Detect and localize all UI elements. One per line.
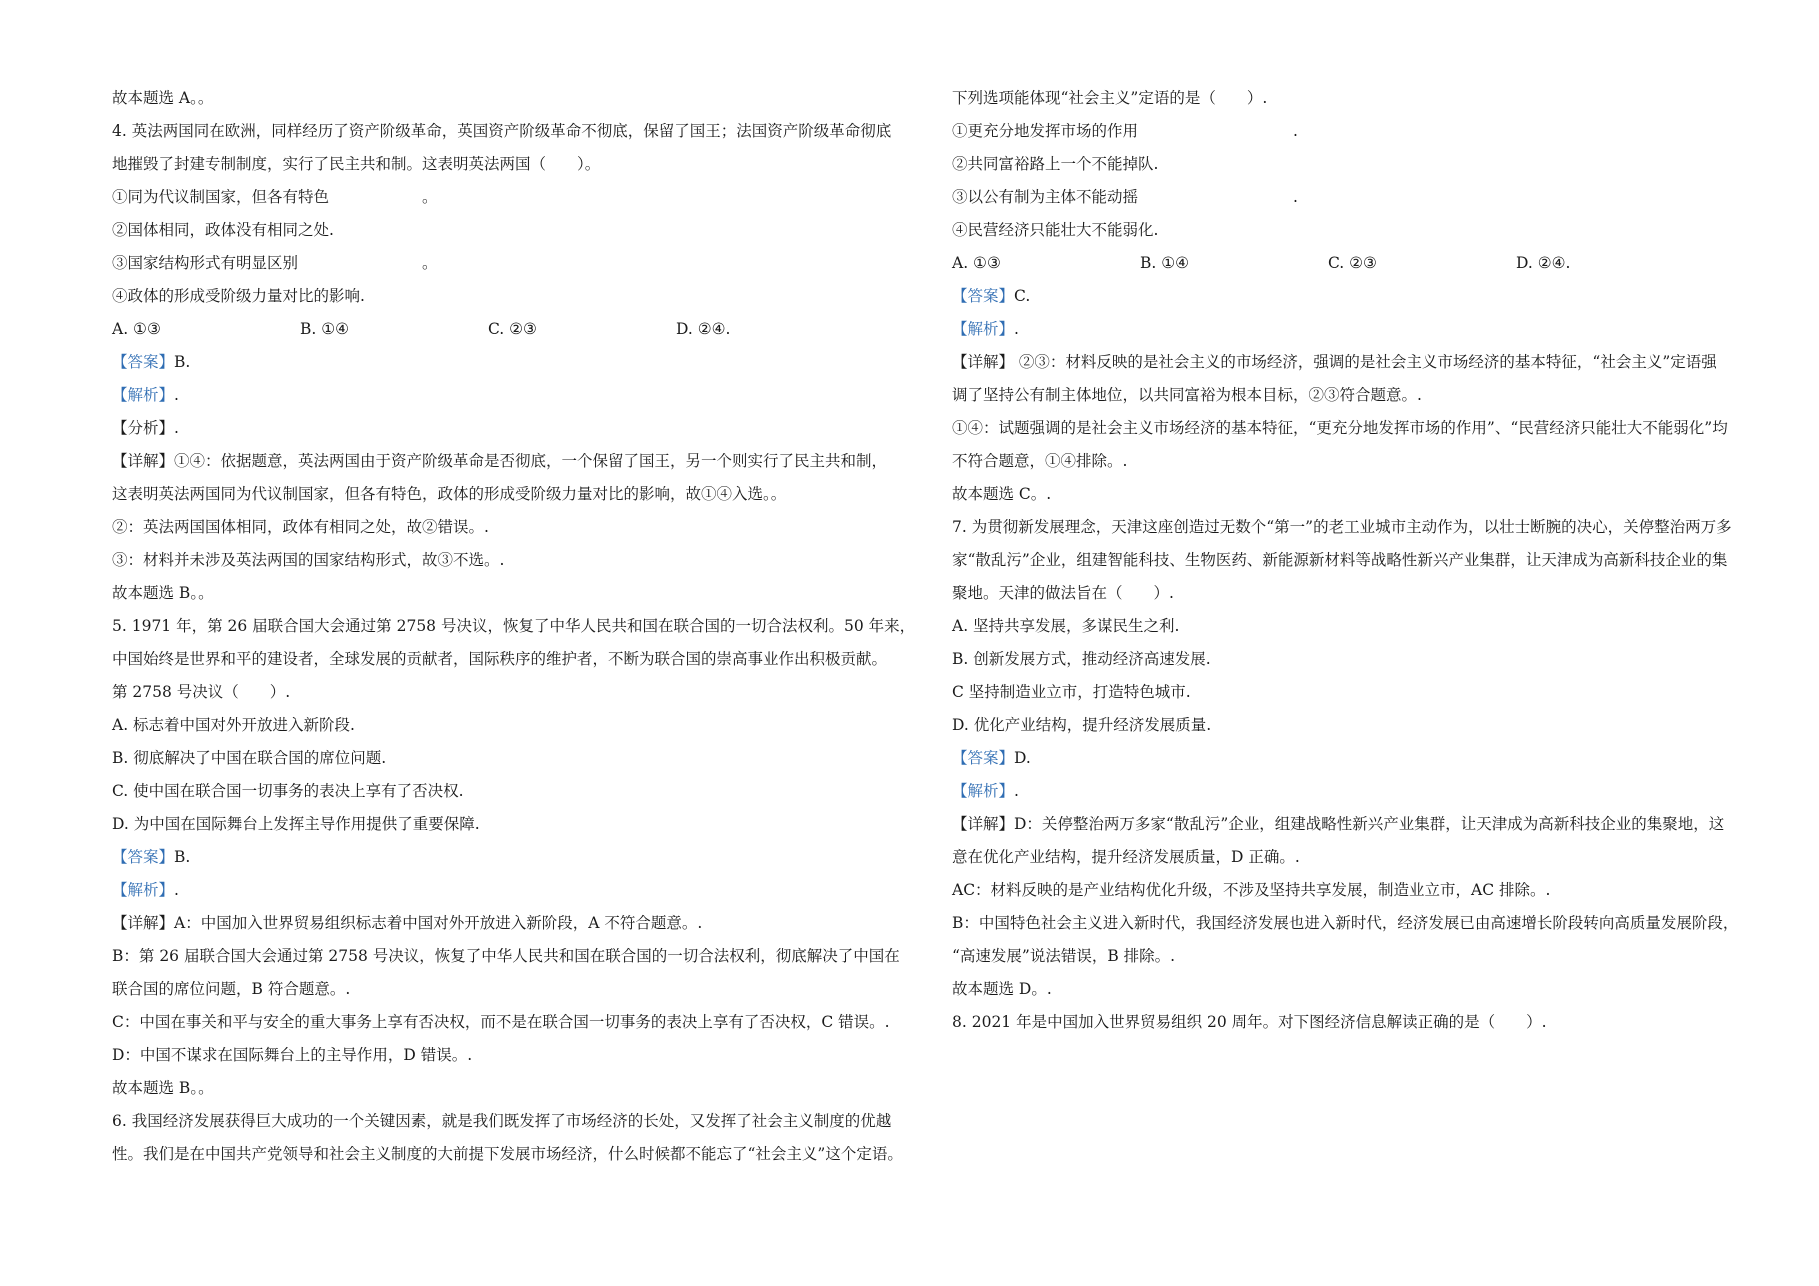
text-line <box>952 214 1760 247</box>
text-line <box>112 709 932 742</box>
text-line <box>952 379 1760 412</box>
line-text: D. 优化产业结构，提升经济发展质量. <box>952 716 1212 734</box>
line-text: 故本题选 B。。 <box>112 584 214 602</box>
text-line <box>112 478 932 511</box>
text-line <box>952 676 1760 709</box>
text-line <box>952 148 1760 181</box>
text-line <box>952 940 1760 973</box>
line-text: B. <box>174 353 191 371</box>
line-text: C. 使中国在联合国一切事务的表决上享有了否决权. <box>112 782 464 800</box>
line-text: 7. 为贯彻新发展理念，天津这座创造过无数个“第一”的老工业城市主动作为，以壮士断腕的决心，关停整治两万多 <box>952 518 1732 536</box>
line-text: ①更充分地发挥市场的作用 . <box>952 122 1298 140</box>
line-text: 意在优化产业结构，提升经济发展质量，D 正确。. <box>952 848 1300 866</box>
text-line <box>112 874 932 907</box>
answer-option: C. ②③ <box>488 320 537 338</box>
line-text: ②共同富裕路上一个不能掉队. <box>952 155 1159 173</box>
text-line <box>952 478 1760 511</box>
text-line <box>112 841 932 874</box>
text-line <box>952 709 1760 742</box>
line-text: C 坚持制造业立市，打造特色城市. <box>952 683 1191 701</box>
text-line <box>112 940 932 973</box>
line-text: . <box>1014 320 1019 338</box>
line-text: 故本题选 C。. <box>952 485 1052 503</box>
line-text: 地摧毁了封建专制制度，实行了民主共和制。这表明英法两国（ ）。 <box>112 155 601 173</box>
text-line <box>112 1105 932 1138</box>
text-line <box>112 346 932 379</box>
text-line <box>952 775 1760 808</box>
text-line <box>952 874 1760 907</box>
line-text: 故本题选 A。。 <box>112 89 214 107</box>
line-text: 【分析】. <box>112 419 179 437</box>
line-text: 这表明英法两国同为代议制国家，但各有特色，政体的形成受阶级力量对比的影响，故①④入选。。 <box>112 485 787 503</box>
line-text: AC：材料反映的是产业结构优化升级，不涉及坚持共享发展，制造业立市，AC 排除。. <box>952 881 1551 899</box>
text-line <box>112 115 932 148</box>
line-text: 4. 英法两国同在欧洲，同样经历了资产阶级革命，英国资产阶级革命不彻底，保留了国王；法国资产阶级革命彻底 <box>112 122 892 140</box>
line-text: 【详解】①④：依据题意，英法两国由于资产阶级革命是否彻底，一个保留了国王，另一个则实行了民主共和制， <box>112 452 888 470</box>
line-text: D. 为中国在国际舞台上发挥主导作用提供了重要保障. <box>112 815 480 833</box>
text-line <box>112 82 932 115</box>
text-line <box>952 445 1760 478</box>
section-tag: 【解析】 <box>112 881 175 899</box>
line-text: . <box>1014 782 1019 800</box>
answer-option: B. ①④ <box>1140 254 1190 272</box>
line-text: 调了坚持公有制主体地位，以共同富裕为根本目标，②③符合题意。. <box>952 386 1422 404</box>
section-tag: 【答案】 <box>952 287 1015 305</box>
text-line <box>112 676 932 709</box>
text-line <box>952 346 1760 379</box>
right-column <box>952 82 1760 1039</box>
line-text: 故本题选 D。. <box>952 980 1052 998</box>
line-text: B. 彻底解决了中国在联合国的席位问题. <box>112 749 387 767</box>
line-text: 下列选项能体现“社会主义”定语的是（ ）. <box>952 89 1268 107</box>
line-text: D. <box>1014 749 1031 767</box>
text-line <box>952 841 1760 874</box>
answer-option: D. ②④. <box>676 320 731 338</box>
line-text: 8. 2021 年是中国加入世界贸易组织 20 周年。对下图经济信息解读正确的是（ ）. <box>952 1013 1547 1031</box>
text-line <box>952 280 1760 313</box>
answer-options <box>952 247 1760 280</box>
answer-option: A. ①③ <box>952 254 1001 272</box>
text-line <box>112 379 932 412</box>
line-text: B：第 26 届联合国大会通过第 2758 号决议，恢复了中华人民共和国在联合国的一切合法权利，彻底解决了中国在 <box>112 947 900 965</box>
line-text: ③：材料并未涉及英法两国的国家结构形式，故③不选。. <box>112 551 505 569</box>
text-line <box>952 577 1760 610</box>
line-text: A. 标志着中国对外开放进入新阶段. <box>112 716 355 734</box>
text-line <box>112 1138 932 1171</box>
line-text: 中国始终是世界和平的建设者，全球发展的贡献者，国际秩序的维护者，不断为联合国的崇高事业作出积极贡献。 <box>112 650 888 668</box>
line-text: ①④：试题强调的是社会主义市场经济的基本特征，“更充分地发挥市场的作用”、“民营经济只能壮大不能弱化”均 <box>952 419 1728 437</box>
section-tag: 【答案】 <box>112 353 175 371</box>
section-tag: 【解析】 <box>112 386 175 404</box>
line-text: ②：英法两国国体相同，政体有相同之处，故②错误。. <box>112 518 489 536</box>
line-text: 故本题选 B。。 <box>112 1079 214 1097</box>
line-text: D：中国不谋求在国际舞台上的主导作用，D 错误。. <box>112 1046 473 1064</box>
line-text: B. 创新发展方式，推动经济高速发展. <box>952 650 1211 668</box>
line-text: . <box>174 881 179 899</box>
text-line <box>112 445 932 478</box>
text-line <box>952 907 1760 940</box>
line-text: 联合国的席位问题，B 符合题意。. <box>112 980 351 998</box>
text-line <box>952 115 1760 148</box>
section-tag: 【解析】 <box>952 782 1015 800</box>
text-line <box>112 1072 932 1105</box>
answer-option: C. ②③ <box>1328 254 1377 272</box>
line-text: ④民营经济只能壮大不能弱化. <box>952 221 1159 239</box>
answer-options <box>112 313 932 346</box>
line-text: ④政体的形成受阶级力量对比的影响. <box>112 287 365 305</box>
text-line <box>112 181 932 214</box>
text-line <box>952 82 1760 115</box>
line-text: B：中国特色社会主义进入新时代，我国经济发展也进入新时代，经济发展已由高速增长阶段转向高质量发展阶段， <box>952 914 1739 932</box>
text-line <box>112 577 932 610</box>
line-text: 【详解】D：关停整治两万多家“散乱污”企业，组建战略性新兴产业集群，让天津成为高新科技企业的集聚地，这 <box>952 815 1725 833</box>
line-text: ②国体相同，政体没有相同之处. <box>112 221 334 239</box>
text-line <box>952 610 1760 643</box>
text-line <box>952 412 1760 445</box>
text-line <box>112 1006 932 1039</box>
line-text: B. <box>174 848 191 866</box>
text-line <box>112 1039 932 1072</box>
text-line <box>952 511 1760 544</box>
line-text: A. 坚持共享发展，多谋民生之利. <box>952 617 1180 635</box>
section-tag: 【答案】 <box>952 749 1015 767</box>
text-line <box>952 1006 1760 1039</box>
answer-option: B. ①④ <box>300 320 350 338</box>
text-line <box>952 808 1760 841</box>
text-line <box>112 148 932 181</box>
text-line <box>112 643 932 676</box>
line-text: ①同为代议制国家，但各有特色 。 <box>112 188 438 206</box>
line-text: C. <box>1014 287 1031 305</box>
answer-option: A. ①③ <box>112 320 161 338</box>
text-line <box>112 280 932 313</box>
line-text: “高速发展”说法错误，B 排除。. <box>952 947 1176 965</box>
text-line <box>112 511 932 544</box>
text-line <box>112 544 932 577</box>
answer-option: D. ②④. <box>1516 254 1571 272</box>
text-line <box>112 742 932 775</box>
text-line <box>952 181 1760 214</box>
line-text: . <box>174 386 179 404</box>
line-text: C：中国在事关和平与安全的重大事务上享有否决权，而不是在联合国一切事务的表决上享有了否决权，C 错误。. <box>112 1013 890 1031</box>
text-line <box>112 973 932 1006</box>
text-line <box>112 775 932 808</box>
line-text: 5. 1971 年，第 26 届联合国大会通过第 2758 号决议，恢复了中华人民共和国在联合国的一切合法权利。50 年来， <box>112 617 916 635</box>
text-line <box>112 610 932 643</box>
text-line <box>952 544 1760 577</box>
line-text: 家“散乱污”企业，组建智能科技、生物医药、新能源新材料等战略性新兴产业集群，让天津成为高新科技企业的集 <box>952 551 1728 569</box>
text-line <box>112 214 932 247</box>
line-text: 6. 我国经济发展获得巨大成功的一个关键因素，就是我们既发挥了市场经济的长处，又发挥了社会主义制度的优越 <box>112 1112 892 1130</box>
text-line <box>952 973 1760 1006</box>
line-text: 性。我们是在中国共产党领导和社会主义制度的大前提下发展市场经济，什么时候都不能忘了“社会主义”这个定语。 <box>112 1145 903 1163</box>
text-line <box>112 808 932 841</box>
line-text: ③以公有制为主体不能动摇 . <box>952 188 1298 206</box>
text-line <box>952 313 1760 346</box>
line-text: 聚地。天津的做法旨在（ ）. <box>952 584 1174 602</box>
left-column <box>112 82 932 1171</box>
text-line <box>112 247 932 280</box>
section-tag: 【答案】 <box>112 848 175 866</box>
text-line <box>952 643 1760 676</box>
line-text: 不符合题意，①④排除。. <box>952 452 1128 470</box>
line-text: 第 2758 号决议（ ）. <box>112 683 291 701</box>
line-text: ③国家结构形式有明显区别 。 <box>112 254 438 272</box>
text-line <box>112 907 932 940</box>
text-line <box>952 742 1760 775</box>
line-text: 【详解】A：中国加入世界贸易组织标志着中国对外开放进入新阶段，A 不符合题意。. <box>112 914 703 932</box>
text-line <box>112 412 932 445</box>
line-text: 【详解】 ②③：材料反映的是社会主义的市场经济，强调的是社会主义市场经济的基本特征，“社会主义”定语强 <box>952 353 1717 371</box>
section-tag: 【解析】 <box>952 320 1015 338</box>
